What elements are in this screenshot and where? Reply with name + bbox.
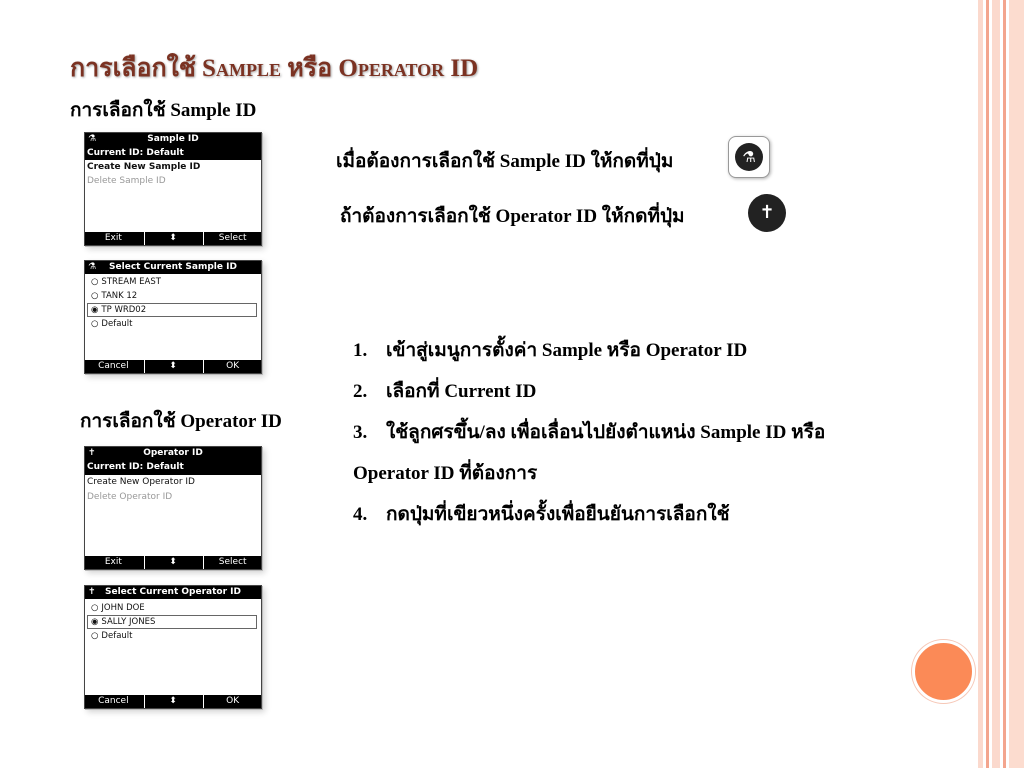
updown-arrow-softkey[interactable]: ⬍ bbox=[144, 360, 202, 373]
softkey-bar bbox=[85, 360, 261, 373]
select-softkey[interactable]: Select bbox=[203, 556, 261, 569]
title-thai: การเลือกใช้ bbox=[70, 55, 196, 82]
radio-option[interactable] bbox=[85, 601, 261, 615]
step-number: 3. bbox=[353, 422, 368, 443]
updown-arrow-softkey[interactable]: ⬍ bbox=[144, 232, 202, 245]
softkey-bar bbox=[85, 232, 261, 245]
title-sample: Sample bbox=[202, 55, 281, 82]
radio-option-selected[interactable] bbox=[87, 615, 257, 629]
step-item bbox=[353, 330, 913, 371]
option-label: STREAM EAST bbox=[101, 277, 161, 287]
person-icon: ✝ bbox=[88, 587, 96, 597]
select-operator-id-screen bbox=[84, 585, 262, 709]
person-icon: ✝ bbox=[759, 202, 775, 223]
radio-option[interactable] bbox=[85, 629, 261, 643]
sample-instruction: เมื่อต้องการเลือกใช้ Sample ID ให้กดที่ปุ่ม bbox=[336, 151, 674, 172]
step-text: ใช้ลูกศรขึ้น/ลง เพื่อเลื่อนไปยังตำแหน่ง Sample ID หรือ bbox=[386, 422, 826, 443]
screen-header bbox=[85, 447, 261, 460]
step-item bbox=[353, 494, 913, 535]
cancel-softkey[interactable]: Cancel bbox=[98, 361, 129, 371]
menu-item-create-new[interactable]: Create New Operator ID bbox=[87, 477, 195, 487]
radio-on-icon: ◉ bbox=[91, 305, 99, 315]
sample-id-key[interactable] bbox=[728, 136, 770, 178]
title-or: หรือ bbox=[287, 55, 333, 82]
step-text: เข้าสู่เมนูการตั้งค่า Sample หรือ Operator ID bbox=[386, 340, 748, 361]
step-text: Operator ID ที่ต้องการ bbox=[353, 463, 538, 484]
radio-option-selected[interactable] bbox=[87, 303, 257, 317]
step-number: 2. bbox=[353, 381, 368, 402]
option-label: Default bbox=[101, 631, 133, 641]
decor-orange-circle bbox=[912, 640, 975, 703]
option-label: Default bbox=[101, 319, 133, 329]
step-text: กดปุ่มที่เขียวหนึ่งครั้งเพื่อยืนยันการเลือกใช้ bbox=[386, 504, 730, 525]
updown-arrow-softkey[interactable]: ⬍ bbox=[144, 556, 202, 569]
radio-off-icon: ○ bbox=[91, 631, 99, 641]
radio-off-icon: ○ bbox=[91, 277, 99, 287]
decor-stripe bbox=[978, 0, 983, 768]
operator-id-key[interactable] bbox=[748, 194, 786, 232]
softkey-bar bbox=[85, 556, 261, 569]
step-number: 1. bbox=[353, 340, 368, 361]
screen-header bbox=[85, 133, 261, 146]
updown-arrow-softkey[interactable]: ⬍ bbox=[144, 695, 202, 708]
decor-stripe bbox=[992, 0, 1000, 768]
softkey-bar bbox=[85, 695, 261, 708]
person-icon: ✝ bbox=[88, 448, 96, 458]
screen-title: Sample ID bbox=[147, 134, 199, 144]
ok-softkey[interactable]: OK bbox=[203, 360, 261, 373]
step-item bbox=[353, 371, 913, 412]
select-softkey[interactable]: Select bbox=[203, 232, 261, 245]
menu-item-create-new[interactable]: Create New Sample ID bbox=[87, 162, 201, 172]
menu-item-delete[interactable]: Delete Sample ID bbox=[87, 176, 166, 186]
steps-list bbox=[353, 330, 913, 535]
screen-title: Select Current Operator ID bbox=[105, 587, 241, 597]
option-label: TP WRD02 bbox=[101, 305, 147, 315]
decor-stripe bbox=[1009, 0, 1024, 768]
menu-item-current-id[interactable]: Current ID: Default bbox=[85, 460, 261, 475]
screen-header bbox=[85, 586, 261, 599]
sample-id-menu-screen bbox=[84, 132, 262, 246]
flask-icon: ⚗ bbox=[88, 262, 97, 272]
step-text: เลือกที่ Current ID bbox=[386, 381, 537, 402]
step-item-continuation bbox=[353, 453, 913, 494]
screen-header bbox=[85, 261, 261, 274]
operator-section-label: การเลือกใช้ Operator ID bbox=[80, 411, 282, 432]
title-operator: Operator ID bbox=[338, 55, 479, 82]
radio-off-icon: ○ bbox=[91, 291, 99, 301]
screen-title: Select Current Sample ID bbox=[109, 262, 237, 272]
exit-softkey[interactable]: Exit bbox=[104, 233, 122, 243]
select-sample-id-screen bbox=[84, 260, 262, 374]
radio-off-icon: ○ bbox=[91, 603, 99, 613]
cancel-softkey[interactable]: Cancel bbox=[98, 696, 129, 706]
radio-on-icon: ◉ bbox=[91, 617, 99, 627]
radio-option[interactable] bbox=[85, 317, 261, 331]
ok-softkey[interactable]: OK bbox=[203, 695, 261, 708]
menu-item-delete[interactable]: Delete Operator ID bbox=[87, 492, 173, 502]
sample-section-label: การเลือกใช้ Sample ID bbox=[70, 100, 257, 121]
radio-option[interactable] bbox=[85, 275, 261, 289]
operator-id-menu-screen bbox=[84, 446, 262, 570]
decor-stripe bbox=[1003, 0, 1006, 768]
option-label: TANK 12 bbox=[101, 291, 138, 301]
radio-off-icon: ○ bbox=[91, 319, 99, 329]
flask-icon: ⚗ bbox=[735, 143, 763, 171]
flask-icon: ⚗ bbox=[88, 134, 97, 144]
decor-stripe bbox=[986, 0, 989, 768]
option-label: JOHN DOE bbox=[101, 603, 145, 613]
option-label: SALLY JONES bbox=[101, 617, 156, 627]
menu-item-current-id[interactable]: Current ID: Default bbox=[85, 146, 261, 160]
step-item bbox=[353, 412, 913, 453]
operator-instruction: ถ้าต้องการเลือกใช้ Operator ID ให้กดที่ปุ่ม bbox=[340, 206, 685, 227]
screen-title: Operator ID bbox=[143, 448, 203, 458]
slide-title bbox=[70, 48, 478, 88]
exit-softkey[interactable]: Exit bbox=[104, 557, 122, 567]
radio-option[interactable] bbox=[85, 289, 261, 303]
step-number: 4. bbox=[353, 504, 368, 525]
